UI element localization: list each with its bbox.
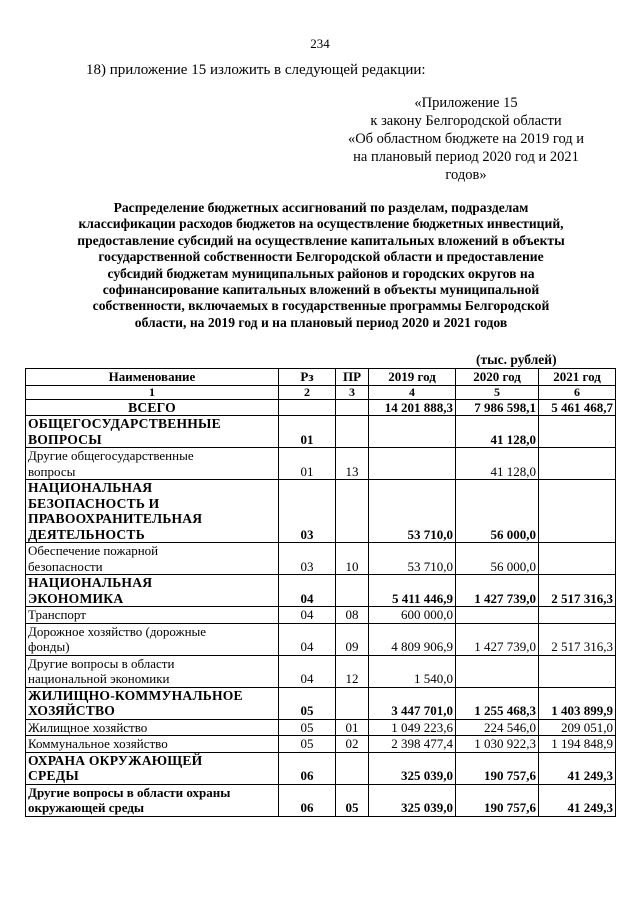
table-row: [26, 736, 616, 753]
row-rz: 01: [279, 448, 336, 480]
value-2019: 3 447 701,0: [369, 687, 456, 719]
table-row: [26, 687, 616, 719]
page-number: 234: [310, 36, 330, 51]
table-row: [26, 416, 616, 448]
row-name-line: ХОЗЯЙСТВО: [28, 703, 116, 718]
row-name: [26, 736, 279, 753]
value-2021: [539, 480, 616, 543]
table-row: [26, 784, 616, 816]
row-name-line: НАЦИОНАЛЬНАЯ: [28, 575, 153, 590]
row-rz: 04: [279, 623, 336, 655]
row-name-line: национальной экономики: [28, 671, 170, 686]
value-2021: 2 517 316,3: [539, 575, 616, 607]
row-name-line: Дорожное хозяйство (дорожные: [28, 623, 207, 639]
value-2020: [456, 655, 539, 687]
document-heading: [34, 200, 608, 331]
heading-line: софинансирование капитальных вложений в объекты муниципальной: [102, 282, 540, 298]
value-2019: 1 540,0: [369, 655, 456, 687]
row-name-line: Другие вопросы в области: [28, 655, 175, 671]
row-rz: 03: [279, 543, 336, 575]
column-index: 3: [336, 385, 369, 399]
row-name-line: БЕЗОПАСНОСТЬ И: [28, 495, 160, 511]
row-name: [26, 480, 279, 543]
heading-line: собственности, включаемых в государственные программы Белгородской: [92, 298, 550, 314]
row-name-line: Транспорт: [28, 607, 86, 622]
table-row: [26, 543, 616, 575]
row-name-line: ПРАВООХРАНИТЕЛЬНАЯ: [28, 511, 203, 526]
row-name: [26, 752, 279, 784]
table-row: [26, 575, 616, 607]
appendix-line: на плановый период 2020 год и 2021: [353, 149, 579, 165]
table-row: [26, 719, 616, 736]
table-row: [26, 623, 616, 655]
row-pr: 13: [336, 448, 369, 480]
column-index: 5: [456, 385, 539, 399]
value-2019: 325 039,0: [369, 784, 456, 816]
row-name: [26, 399, 279, 416]
row-name-line: Жилищное хозяйство: [28, 719, 148, 735]
column-index: 6: [539, 385, 616, 399]
value-2020: 7 986 598,1: [456, 399, 539, 416]
value-2021: 41 249,3: [539, 752, 616, 784]
value-2021: [539, 607, 616, 624]
row-name-line: фонды): [28, 639, 70, 654]
value-2021: [539, 416, 616, 448]
table-row: [26, 399, 616, 416]
value-2020: 224 546,0: [456, 719, 539, 736]
row-pr: 05: [336, 784, 369, 816]
value-2021: 209 051,0: [539, 719, 616, 736]
value-2020: 190 757,6: [456, 784, 539, 816]
row-name-line: ДЕЯТЕЛЬНОСТЬ: [28, 526, 145, 542]
value-2021: [539, 448, 616, 480]
row-rz: [279, 399, 336, 416]
table-row: [26, 607, 616, 624]
heading-line: Распределение бюджетных ассигнований по разделам, подразделам: [113, 200, 529, 215]
header-rz: Рз: [279, 369, 336, 386]
row-name: [26, 719, 279, 736]
heading-line: классификации расходов бюджетов на осуществление бюджетных инвестиций,: [78, 216, 564, 232]
appendix-line: «Приложение 15: [414, 95, 518, 111]
value-2019: 5 411 446,9: [369, 575, 456, 607]
row-rz: 01: [279, 416, 336, 448]
row-rz: 04: [279, 655, 336, 687]
table-row: [26, 448, 616, 480]
row-rz: 03: [279, 480, 336, 543]
value-2019: [369, 448, 456, 480]
row-name: [26, 623, 279, 655]
row-name: [26, 543, 279, 575]
row-name-line: ВОПРОСЫ: [28, 431, 102, 447]
row-name-line: Другие вопросы в области охраны: [28, 784, 231, 800]
row-name-line: Коммунальное хозяйство: [28, 736, 168, 751]
row-name-line: Обеспечение пожарной: [28, 543, 159, 558]
row-name-line: вопросы: [28, 463, 76, 479]
value-2019: 4 809 906,9: [369, 623, 456, 655]
heading-line: предоставление субсидий на осуществление капитальных вложений в объекты: [77, 232, 565, 248]
row-name: [26, 575, 279, 607]
row-pr: 08: [336, 607, 369, 624]
row-pr: [336, 752, 369, 784]
row-pr: [336, 575, 369, 607]
value-2020: 1 427 739,0: [456, 575, 539, 607]
appendix-line: «Об областном бюджете на 2019 год и: [347, 131, 585, 147]
header-name: Наименование: [26, 369, 279, 386]
value-2021: 2 517 316,3: [539, 623, 616, 655]
value-2019: 1 049 223,6: [369, 719, 456, 736]
row-name-line: ЖИЛИЩНО-КОММУНАЛЬНОЕ: [28, 687, 243, 703]
row-pr: 09: [336, 623, 369, 655]
row-rz: 05: [279, 687, 336, 719]
row-name-line: ВСЕГО: [128, 399, 176, 415]
column-index: 1: [26, 385, 279, 399]
value-2020: 56 000,0: [456, 543, 539, 575]
value-2021: [539, 543, 616, 575]
table-row: [26, 752, 616, 784]
heading-line: области, на 2019 год и на плановый период 2020 и 2021 годов: [134, 314, 508, 330]
row-name-line: НАЦИОНАЛЬНАЯ: [28, 480, 153, 495]
row-name: [26, 687, 279, 719]
row-pr: [336, 687, 369, 719]
row-name-line: окружающей среды: [28, 800, 145, 815]
value-2021: 1 403 899,9: [539, 687, 616, 719]
column-index: 4: [369, 385, 456, 399]
row-rz: 04: [279, 575, 336, 607]
budget-table: [25, 368, 616, 817]
value-2020: 41 128,0: [456, 448, 539, 480]
appendix-line: к закону Белгородской области: [370, 113, 562, 129]
row-rz: 06: [279, 752, 336, 784]
value-2021: 1 194 848,9: [539, 736, 616, 753]
table-row: [26, 480, 616, 543]
value-2021: 5 461 468,7: [539, 399, 616, 416]
value-2020: 41 128,0: [456, 416, 539, 448]
appendix-line: годов»: [445, 167, 487, 183]
value-2021: [539, 655, 616, 687]
units-label: (тыс. рублей): [476, 352, 557, 367]
row-rz: 06: [279, 784, 336, 816]
row-rz: 04: [279, 607, 336, 624]
value-2020: 1 427 739,0: [456, 623, 539, 655]
intro-line: 18) приложение 15 изложить в следующей редакции:: [86, 62, 426, 78]
value-2019: 2 398 477,4: [369, 736, 456, 753]
row-name-line: ОБЩЕГОСУДАРСТВЕННЫЕ: [28, 416, 221, 431]
row-name-line: СРЕДЫ: [28, 768, 79, 783]
value-2021: 41 249,3: [539, 784, 616, 816]
heading-line: субсидий бюджетам муниципальных районов и городских округов на: [107, 265, 535, 281]
row-pr: [336, 416, 369, 448]
row-pr: [336, 480, 369, 543]
value-2020: 1 030 922,3: [456, 736, 539, 753]
row-name: [26, 448, 279, 480]
value-2019: 53 710,0: [369, 480, 456, 543]
row-name-line: безопасности: [28, 558, 103, 574]
row-pr: 12: [336, 655, 369, 687]
value-2019: [369, 416, 456, 448]
header-2020: 2020 год: [456, 369, 539, 386]
row-name: [26, 655, 279, 687]
row-pr: 02: [336, 736, 369, 753]
value-2019: 600 000,0: [369, 607, 456, 624]
appendix-reference: [330, 94, 602, 184]
row-pr: 10: [336, 543, 369, 575]
row-name: [26, 416, 279, 448]
column-index: 2: [279, 385, 336, 399]
value-2020: 1 255 468,3: [456, 687, 539, 719]
value-2019: 325 039,0: [369, 752, 456, 784]
header-2019: 2019 год: [369, 369, 456, 386]
value-2020: 56 000,0: [456, 480, 539, 543]
header-2021: 2021 год: [539, 369, 616, 386]
row-rz: 05: [279, 719, 336, 736]
table-body: [26, 399, 616, 816]
value-2020: 190 757,6: [456, 752, 539, 784]
value-2020: [456, 607, 539, 624]
row-name: [26, 784, 279, 816]
column-index-row: [26, 385, 616, 399]
row-pr: [336, 399, 369, 416]
row-name: [26, 607, 279, 624]
table-row: [26, 655, 616, 687]
row-name-line: ЭКОНОМИКА: [28, 590, 124, 606]
row-name-line: ОХРАНА ОКРУЖАЮЩЕЙ: [28, 752, 203, 768]
value-2019: 53 710,0: [369, 543, 456, 575]
value-2019: 14 201 888,3: [369, 399, 456, 416]
row-name-line: Другие общегосударственные: [28, 448, 194, 463]
table-header-row: [26, 369, 616, 386]
header-pr: ПР: [336, 369, 369, 386]
row-rz: 05: [279, 736, 336, 753]
heading-line: государственной собственности Белгородской области и предоставление: [98, 249, 544, 265]
row-pr: 01: [336, 719, 369, 736]
